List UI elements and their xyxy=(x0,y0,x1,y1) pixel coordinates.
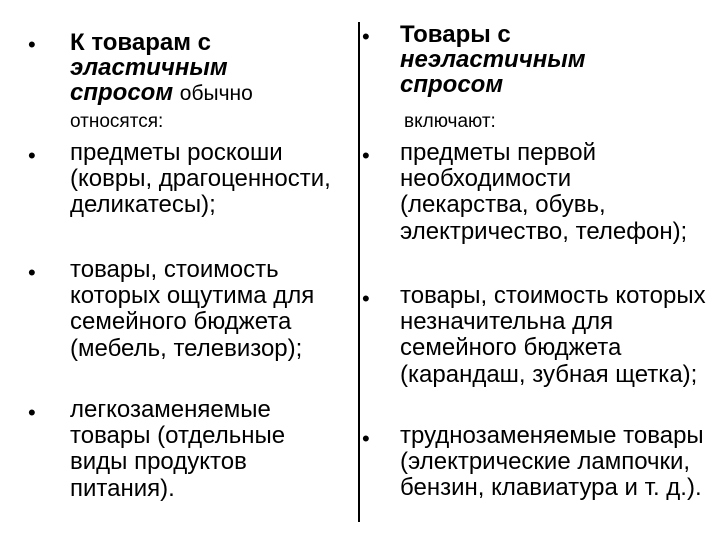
left-heading-line3-italic: спросом xyxy=(70,79,174,106)
left-heading-line2: эластичным xyxy=(70,54,228,81)
left-list-item-1: предметы роскоши (ковры, драгоценности, деликатесы); xyxy=(70,139,331,219)
bullet: • xyxy=(362,286,370,311)
right-heading-line2: неэластичным xyxy=(400,46,586,73)
right-list-item-1: предметы первой необходимости (лекарства, обувь, электричество, телефон); xyxy=(400,139,688,245)
left-list-item-2: товары, стоимость которых ощутима для семейного бюджета (мебель, телевизор); xyxy=(70,256,315,362)
bullet: • xyxy=(28,260,36,285)
bullet: • xyxy=(28,143,36,168)
right-heading-line1: Товары с xyxy=(400,21,511,48)
left-heading xyxy=(70,30,355,106)
column-divider xyxy=(358,22,360,522)
right-heading xyxy=(400,22,700,97)
bullet: • xyxy=(28,32,36,57)
left-heading-line3-plain: обычно xyxy=(179,82,253,105)
bullet: • xyxy=(362,426,370,451)
bullet: • xyxy=(362,24,370,49)
left-subnote: относятся: xyxy=(70,111,164,132)
bullet: • xyxy=(362,143,370,168)
bullet: • xyxy=(28,400,36,425)
right-heading-line3: спросом xyxy=(400,71,504,98)
right-list-item-3: труднозаменяемые товары (электрические лампочки, бензин, клавиатура и т. д.). xyxy=(400,422,704,502)
right-list-item-2: товары, стоимость которых незначительна для семейного бюджета (карандаш, зубная щетка); xyxy=(400,282,706,388)
right-subnote: включают: xyxy=(404,111,496,132)
left-list-item-3: легкозаменяемые товары (отдельные виды продуктов питания). xyxy=(70,396,286,502)
left-heading-line1: К товарам с xyxy=(70,29,211,56)
